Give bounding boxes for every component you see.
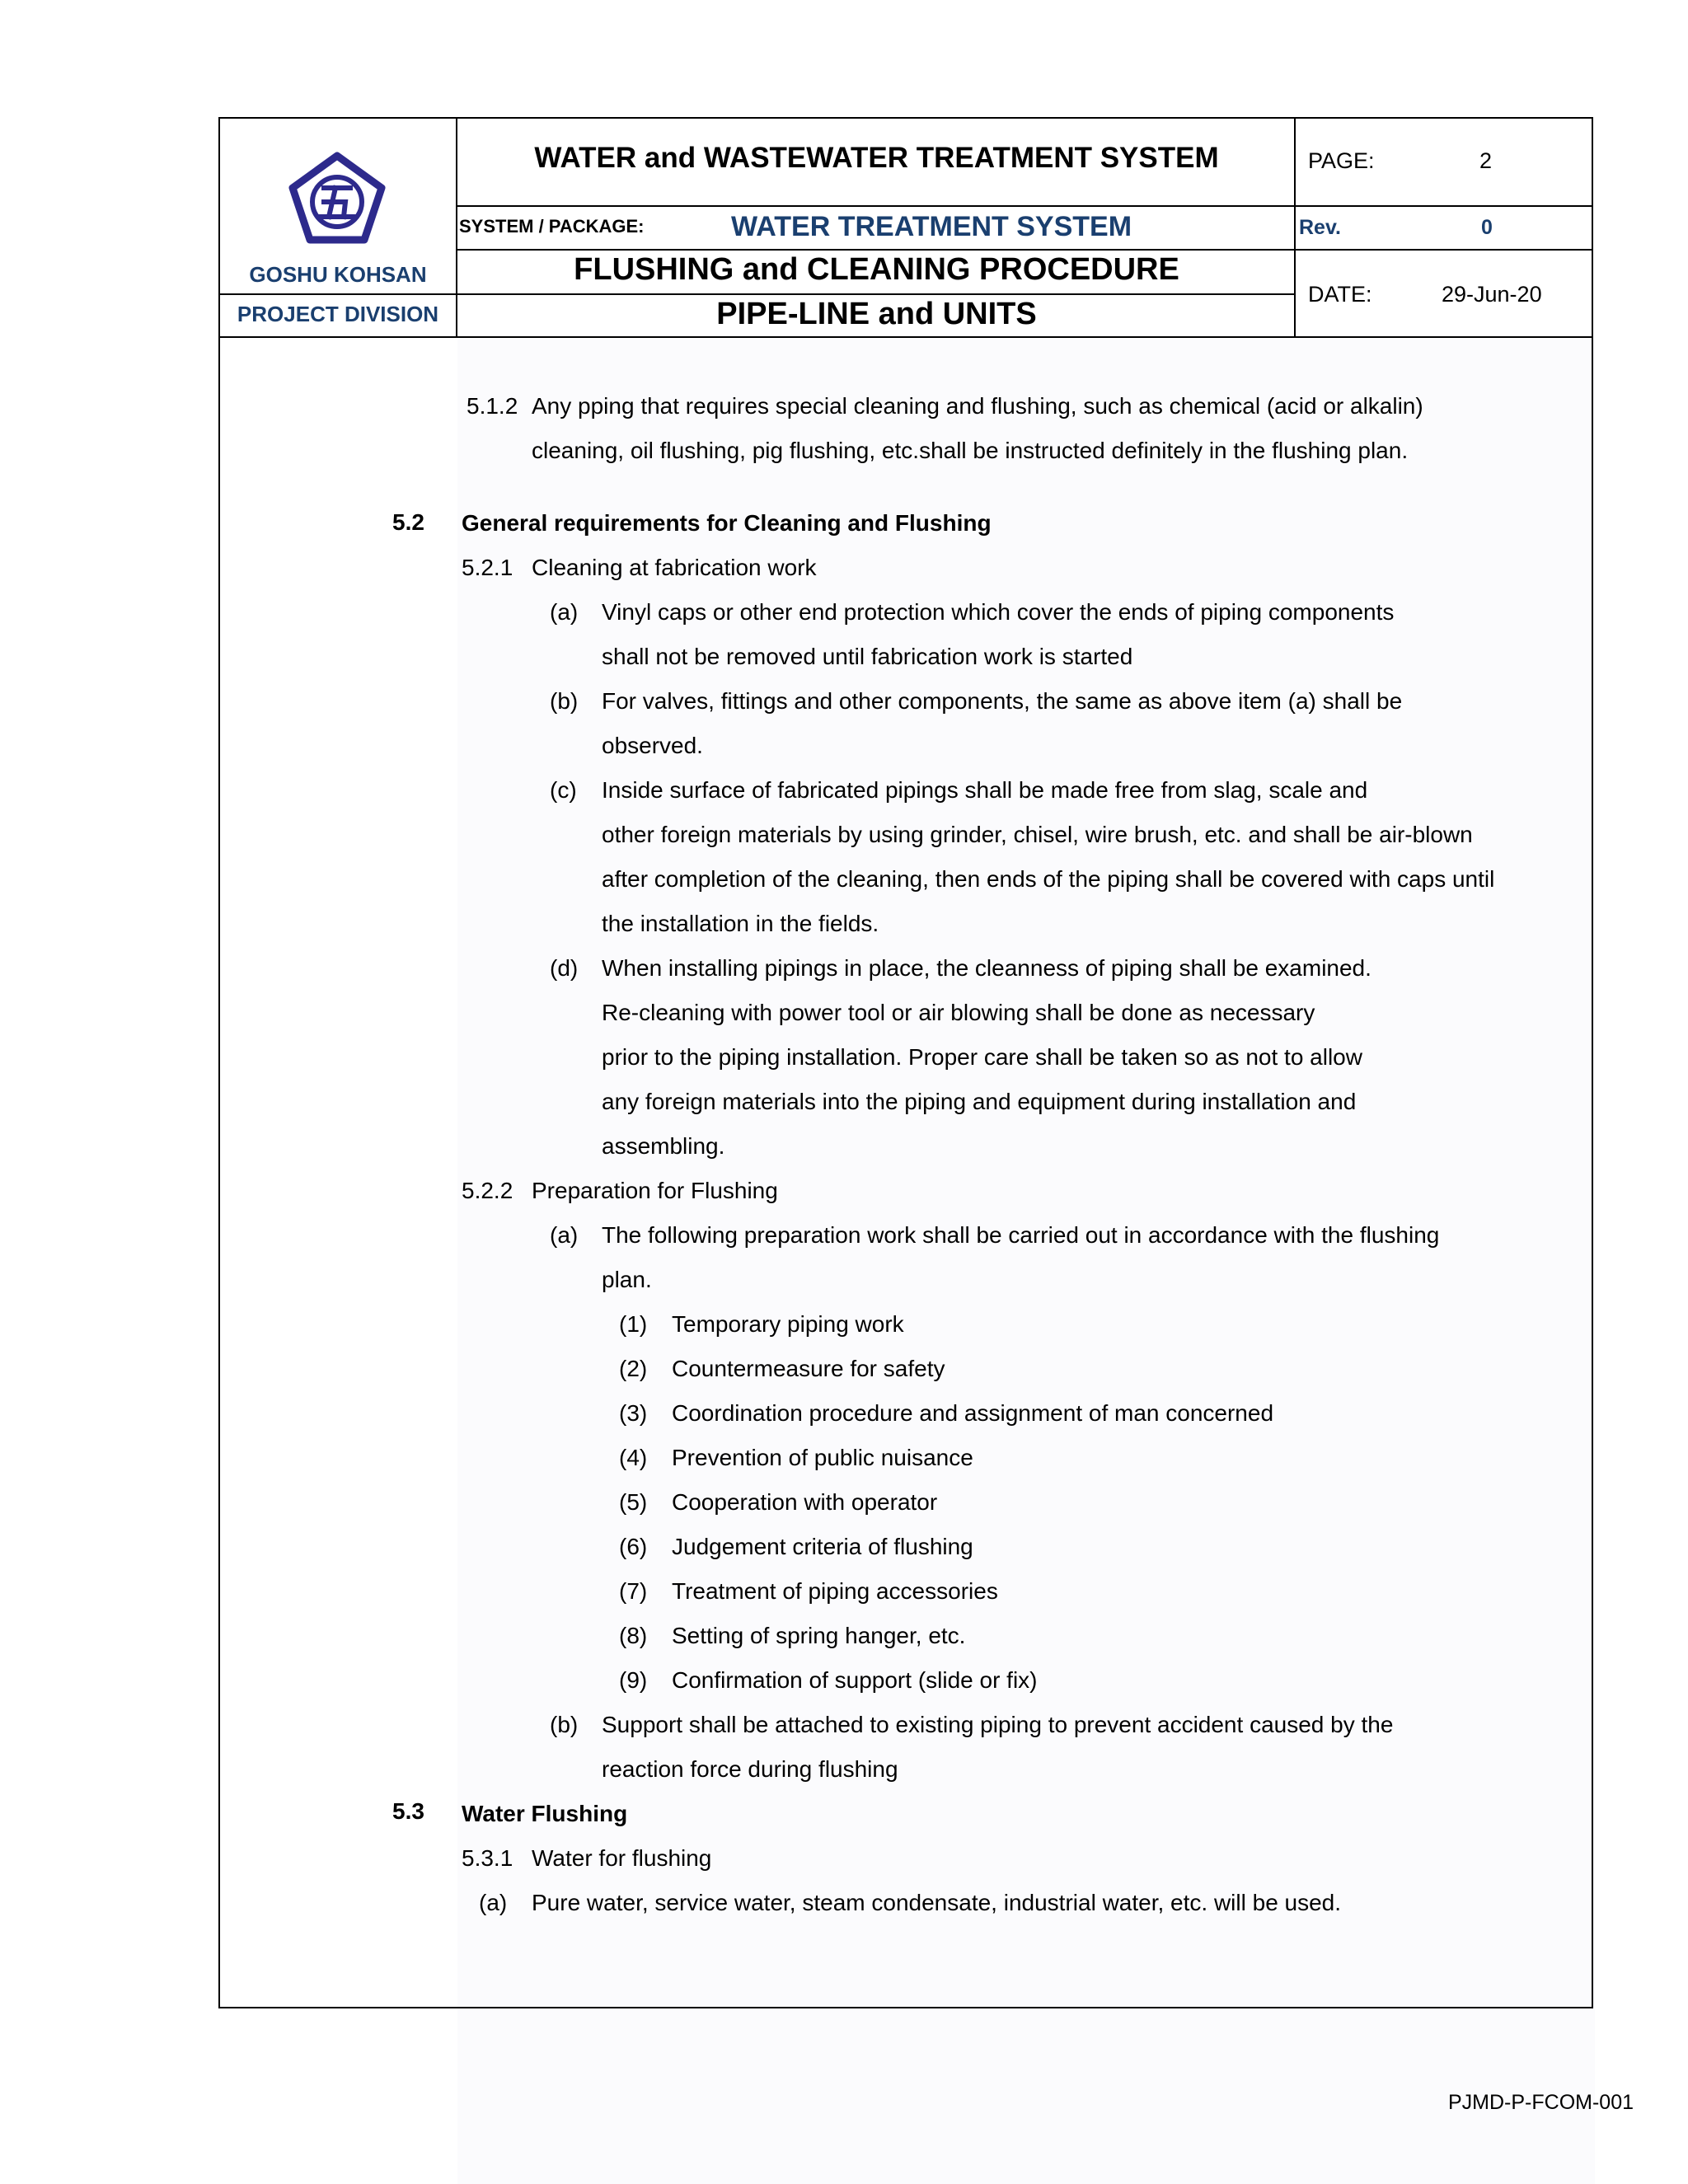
item-text: Support shall be attached to existing piping to prevent accident caused by the <box>602 1712 1394 1737</box>
system-package-value: WATER TREATMENT SYSTEM <box>731 211 1132 242</box>
list-item: Prevention of public nuisance <box>672 1445 973 1470</box>
list-item-number: (1) <box>619 1311 648 1337</box>
clause-title: Preparation for Flushing <box>532 1178 778 1203</box>
clause-number: 5.2.2 <box>462 1178 513 1203</box>
clause-title: Cleaning at fabrication work <box>532 555 817 580</box>
document-code: PJMD-P-FCOM-001 <box>1448 2091 1634 2114</box>
header-divider <box>457 249 1593 251</box>
item-text: the installation in the fields. <box>602 911 879 936</box>
revision-label: Rev. <box>1299 216 1341 239</box>
list-item: Temporary piping work <box>672 1311 904 1337</box>
item-text: assembling. <box>602 1133 725 1159</box>
item-text: Pure water, service water, steam condensate, industrial water, etc. will be used. <box>532 1890 1342 1915</box>
item-text: For valves, fittings and other components, the same as above item (a) shall be <box>602 688 1403 714</box>
header-divider <box>457 205 1593 207</box>
clause-number: 5.1.2 <box>467 393 518 419</box>
list-item: Judgement criteria of flushing <box>672 1534 973 1559</box>
item-text: reaction force during flushing <box>602 1756 898 1782</box>
date-value: 29-Jun-20 <box>1442 282 1542 307</box>
list-item-number: (4) <box>619 1445 648 1470</box>
procedure-subtitle: PIPE-LINE and UNITS <box>716 297 1037 331</box>
item-label: (a) <box>550 599 579 625</box>
clause-title: Water for flushing <box>532 1845 712 1871</box>
page-number: 2 <box>1479 148 1493 173</box>
document-title: WATER and WASTEWATER TREATMENT SYSTEM <box>534 142 1219 174</box>
section-number: 5.3 <box>392 1798 424 1824</box>
list-item-number: (7) <box>619 1578 648 1604</box>
list-item: Treatment of piping accessories <box>672 1578 998 1604</box>
item-label: (a) <box>479 1890 508 1915</box>
pentagon-seal-icon <box>288 151 387 246</box>
procedure-title: FLUSHING and CLEANING PROCEDURE <box>574 252 1179 287</box>
list-item: Cooperation with operator <box>672 1489 938 1515</box>
item-label: (d) <box>550 955 579 981</box>
clause-text: cleaning, oil flushing, pig flushing, etc.shall be instructed definitely in the flushing plan. <box>532 438 1409 463</box>
clause-number: 5.3.1 <box>462 1845 513 1871</box>
clause-text: Any pping that requires special cleaning and flushing, such as chemical (acid or alkalin) <box>532 393 1423 419</box>
section-heading: Water Flushing <box>462 1801 628 1826</box>
item-label: (c) <box>550 777 577 803</box>
item-text: When installing pipings in place, the cleanness of piping shall be examined. <box>602 955 1372 981</box>
section-number: 5.2 <box>392 509 424 535</box>
revision-value: 0 <box>1481 216 1493 239</box>
item-text: after completion of the cleaning, then ends of the piping shall be covered with caps until <box>602 866 1495 892</box>
list-item: Coordination procedure and assignment of man concerned <box>672 1400 1274 1426</box>
list-item-number: (8) <box>619 1623 648 1648</box>
page-label: PAGE: <box>1308 148 1375 173</box>
list-item: Setting of spring hanger, etc. <box>672 1623 966 1648</box>
list-item-number: (6) <box>619 1534 648 1559</box>
system-package-label: SYSTEM / PACKAGE: <box>459 216 645 237</box>
item-text: plan. <box>602 1267 652 1292</box>
header-divider <box>218 293 457 295</box>
list-item-number: (9) <box>619 1667 648 1693</box>
company-name: GOSHU KOHSAN <box>249 262 427 287</box>
clause-number: 5.2.1 <box>462 555 513 580</box>
item-text: Vinyl caps or other end protection which cover the ends of piping components <box>602 599 1395 625</box>
item-text: Re-cleaning with power tool or air blowing shall be done as necessary <box>602 1000 1315 1025</box>
item-text: Inside surface of fabricated pipings shall be made free from slag, scale and <box>602 777 1368 803</box>
item-label: (b) <box>550 1712 579 1737</box>
header-divider <box>457 293 1294 295</box>
list-item-number: (2) <box>619 1356 648 1381</box>
date-label: DATE: <box>1308 282 1372 307</box>
list-item: Countermeasure for safety <box>672 1356 945 1381</box>
list-item-number: (3) <box>619 1400 648 1426</box>
item-text: prior to the piping installation. Proper care shall be taken so as not to allow <box>602 1044 1362 1070</box>
item-text: shall not be removed until fabrication work is started <box>602 644 1133 669</box>
section-heading: General requirements for Cleaning and Flushing <box>462 510 992 536</box>
item-text: The following preparation work shall be carried out in accordance with the flushing <box>602 1222 1440 1248</box>
item-label: (b) <box>550 688 579 714</box>
list-item: Confirmation of support (slide or fix) <box>672 1667 1038 1693</box>
header-divider <box>218 336 1593 338</box>
item-text: any foreign materials into the piping and equipment during installation and <box>602 1089 1357 1114</box>
item-text: observed. <box>602 733 703 758</box>
division-name: PROJECT DIVISION <box>237 302 439 326</box>
item-label: (a) <box>550 1222 579 1248</box>
item-text: other foreign materials by using grinder, chisel, wire brush, etc. and shall be air-blown <box>602 822 1473 847</box>
list-item-number: (5) <box>619 1489 648 1515</box>
